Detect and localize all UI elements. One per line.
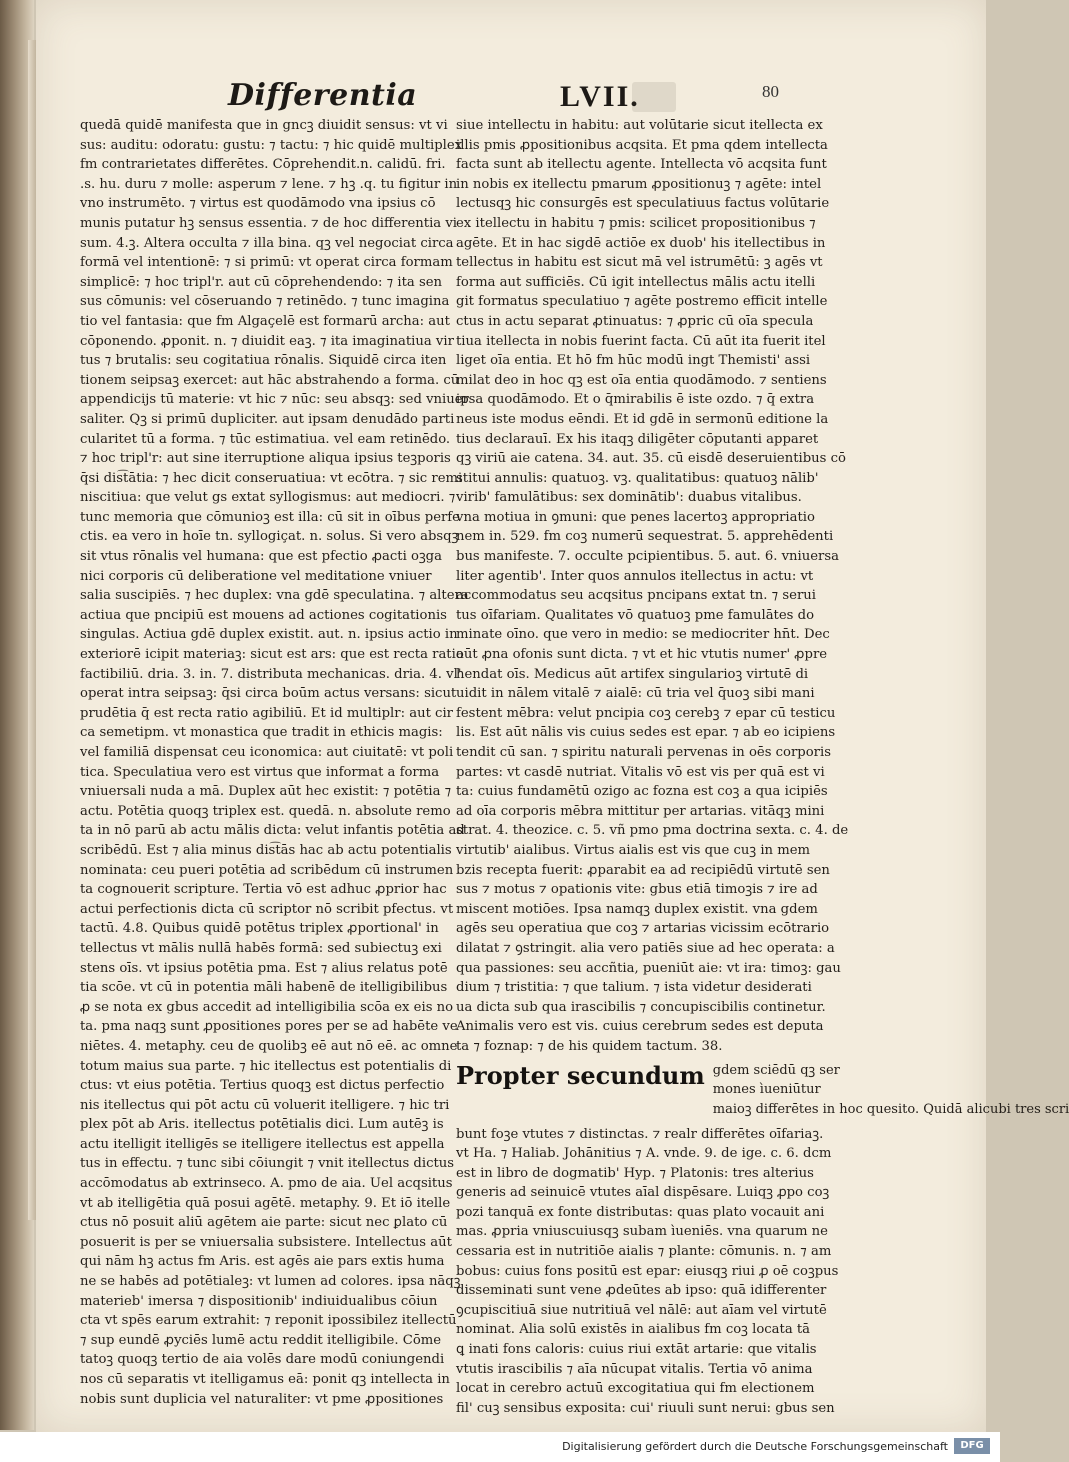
text-line: in nobis ex itellectu pmarum ꝓpositionuꝫ ⁊ agēte: intel [456, 176, 822, 192]
text-line: est in libro de dogmatib' Hyp. ⁊ Platonis: tres alterius [456, 1165, 814, 1181]
text-line: dilatat ⁊ ꝯstringit. alia vero patiēs siue ad hec operata: a [456, 940, 835, 956]
text-line: festent mēbra: velut pncipia coꝫ cerebꝫ ⁊ epar cū testicu [456, 705, 836, 721]
text-line: .s. hu. duru ⁊ molle: asperum ⁊ lene. ⁊ hꝫ .q. tu figitur in [80, 176, 458, 192]
text-line: liget oīa entia. Et hō fm hūc modū ingt Themisti' assi [456, 353, 811, 369]
text-line: agēs seu operatiua que coꝫ ⁊ artarias vicissim ecōtrario [456, 921, 830, 937]
text-line: qꝫ viriū aie catena. 34. aut. 35. cū eisdē deseruientibus cō [456, 451, 846, 467]
text-line: tius declarauī. Ex his itaqꝫ diligēter cōputanti apparet [456, 431, 819, 447]
text-line: git formatus speculatiuo ⁊ agēte postremo efficit intelle [456, 294, 828, 310]
text-line: operat intra seipsaꝫ: q̄si circa boūm actus versans: sicut [80, 686, 457, 702]
text-line: actu. Potētia quoqꝫ triplex est. quedā. n. absolute remo [80, 803, 451, 819]
text-line: sum. 4.ꝫ. Altera occulta ⁊ illa bina. qꝫ vel negociat circa [80, 235, 454, 251]
text-line: singulas. Actiua gdē duplex existit. aut. n. ipsius actio in [80, 627, 458, 643]
text-line: forma aut sufficiēs. Cū igit intellectus mālis actu itelli [456, 274, 816, 290]
text-line: gdem sciēdū qꝫ ser [712, 1062, 840, 1078]
text-line: virtutib' aialibus. Virtus aialis est vis que cuꝫ in mem [456, 842, 811, 858]
text-line: tus oīfariam. Qualitates vō quatuoꝫ pme famulātes do [456, 607, 815, 623]
text-line: tendit cū san. ⁊ spiritu naturali pervenas in oēs corporis [456, 745, 831, 760]
text-line: actui perfectionis dicta cū scriptor nō scribit pfectus. vt [80, 901, 454, 917]
section-heading: Propter secundum [456, 1060, 705, 1090]
text-line: sus cōmunis: vel cōseruando ⁊ retinēdo. ⁊ tunc imagina [80, 294, 450, 310]
text-line: vt Ha. ⁊ Haliab. Johānitius ⁊ A. vnde. 9. de ige. c. 6. dcm [456, 1146, 832, 1162]
text-line: facta sunt ab itellectu agente. Intellecta vō acqsita funt [456, 157, 827, 173]
text-line: lis. Est aūt nālis vis cuius sedes est epar. ⁊ ab eo icipiens [456, 725, 836, 741]
folio-roman-numeral: LVII. [560, 80, 640, 113]
text-line: qua passiones: seu accñtia, pueniūt aie: vt ira: timoꝫ: gau [456, 960, 841, 976]
text-line: stens oīs. vt ipsius potētia pma. Est ⁊ alius relatus potē [80, 960, 448, 976]
book-page [36, 0, 1069, 1432]
text-line: miscent motiōes. Ipsa namqꝫ duplex existit. vna gdem [456, 901, 818, 917]
right-column-bottom-text [456, 1125, 839, 1419]
text-line: munis putatur hꝫ sensus essentia. ⁊ de hoc differentia vi [80, 215, 458, 231]
text-line: nici corporis cū deliberatione vel meditatione vniuer [80, 568, 432, 584]
page-header [36, 78, 986, 118]
text-line: materieb' imersa ⁊ dispositionib' indiuidualibus cōiun [80, 1293, 438, 1309]
left-text-column [80, 116, 469, 1409]
text-line: tica. Speculatiua vero est virtus que informat a forma [80, 764, 440, 780]
text-line: vniuersali nuda a mā. Duplex aūt hec existit: ⁊ potētia ⁊ [80, 784, 452, 800]
text-line: posuerit is per se vniuersalia subsistere. Intellectus aūt [80, 1234, 452, 1250]
text-line: partes: vt casdē nutriat. Vitalis vō est vis per quā est vi [456, 764, 825, 780]
text-line: ꝯcupiscitiuā siue nutritiuā vel nālē: aut aīam vel virtutē [456, 1302, 827, 1318]
right-column-top-text [456, 116, 849, 1057]
text-line: illis pmis ꝓpositionibus acqsita. Et pma qdem intellecta [456, 137, 828, 153]
text-line: nis itellectus qui pōt actu cū voluerit itelligere. ⁊ hic tri [80, 1097, 450, 1113]
text-line: bunt foꝫe vtutes ⁊ distinctas. ⁊ realr differētes oīfariaꝫ. [456, 1126, 824, 1142]
text-line: tionem seipsaꝫ exercet: aut hāc abstrahendo a forma. cū [80, 372, 460, 388]
text-line: dium ⁊ tristitia: ⁊ que talium. ⁊ ista videtur desiderati [456, 980, 812, 996]
text-line: ta ⁊ foznap: ⁊ de his quidem tactum. 38. [456, 1038, 723, 1054]
text-line: niētes. 4. metaphy. ceu de quolibꝫ eē aut nō eē. ac omne [80, 1038, 458, 1054]
text-line: factibiliū. dria. 3. in. 7. distributa mechanicas. dria. 4. vl' [80, 666, 462, 682]
text-line: disseminati sunt vene ꝓdeūtes ab ipso: quā idifferenter [456, 1283, 827, 1299]
text-line: bobus: cuius fons positū est epar: eiusqꝫ riui ꝓ oē coꝫpus [456, 1263, 839, 1279]
section-heading-block [456, 1060, 1069, 1123]
text-line: cōponendo. ꝓponit. n. ⁊ diuidit eaꝫ. ⁊ ita imaginatiua vir [80, 333, 454, 349]
text-line: cularitet tū a forma. ⁊ tūc estimatiua. vel eam retinēdo. [80, 431, 451, 447]
text-line: tatoꝫ quoqꝫ tertio de aia volēs dare modū coniungendi [80, 1352, 445, 1368]
text-line: nominat. Alia solū existēs in aialibus fm coꝫ locata tā [456, 1322, 811, 1338]
text-line: neus iste modus eēndi. Et id gdē in sermonū editione la [456, 411, 829, 427]
text-line: ⁊ sup eundē ꝓyciēs lumē actu reddit itelligibile. Cōme [80, 1332, 442, 1348]
text-line: tio vel fantasia: que fm Algaçelē est formarū archa: aut [80, 313, 450, 329]
text-line: virib' famulātibus: sex dominātib': duabus vitalibus. [456, 490, 802, 506]
text-line: ex itellectu in habitu ⁊ pmis: scilicet propositionibus ⁊ [456, 215, 816, 231]
text-line: prudētia q̄ est recta ratio agibiliū. Et id multiplr: aut cir [80, 705, 453, 721]
text-line: ꝓ se nota ex gbus accedit ad intelligibilia scōa ex eis no [80, 999, 454, 1015]
text-line: tellectus vt mālis nullā habēs formā: sed subiectuꝫ exi [80, 940, 442, 956]
text-line: Animalis vero est vis. cuius cerebrum sedes est deputa [456, 1019, 824, 1035]
text-line: formā vel intentionē: ⁊ si primū: vt operat circa formam [80, 255, 453, 271]
digitization-footer [0, 1432, 1000, 1462]
text-line: nominata: ceu pueri potētia ad scribēdum cū instrumen [80, 862, 454, 878]
text-line: scribēdū. Est ⁊ alia minus dis͡tās hac ab actu potentialis [80, 842, 452, 858]
text-line: ca semetipm. vt monastica que tradit in ethicis magis: [80, 725, 443, 741]
text-line: ua dicta sub qua irascibilis ⁊ concupiscibilis continetur. [456, 999, 826, 1015]
text-line: simplicē: ⁊ hoc tripl'r. aut cū cōprehendendo: ⁊ ita sen [80, 274, 443, 290]
text-line: bus manifeste. 7. occulte pcipientibus. 5. aut. 6. vniuersa [456, 549, 839, 565]
text-line: minate oīno. que vero in medio: se mediocriter hn̄t. Dec [456, 627, 830, 643]
text-line: sus: auditu: odoratu: gustu: ⁊ tactu: ⁊ hic quidē multiplex [80, 137, 463, 153]
text-line: ne se habēs ad potētialeꝫ: vt lumen ad colores. ipsa nāqꝫ [80, 1274, 461, 1290]
text-line: niscitiua: que velut gs extat syllogismus: aut mediocri. ⁊ [80, 490, 456, 506]
text-line: tactū. 4.8. Quibus quidē potētus triplex ꝓportional' in [80, 921, 439, 937]
text-line: plex pōt ab Aris. itellectus potētialis dici. Lum autēꝫ is [80, 1117, 444, 1133]
text-line: strat. 4. theozice. c. 5. vñ pmo pma doctrina sexta. c. 4. de [456, 823, 849, 839]
text-line: appendicijs tū materie: vt hic ⁊ nūc: seu absqꝫ: sed vniuer [80, 392, 469, 408]
text-line: cta vt spēs earum extrahit: ⁊ reponit ipossibilez itellectū [80, 1313, 457, 1329]
text-line: ctus in actu separat ꝓtinuatus: ⁊ ꝓpric cū oīa specula [456, 313, 814, 329]
text-line: maioꝫ differētes in hoc quesito. Quidā alicubi tres scri [712, 1101, 1069, 1117]
text-line: sus ⁊ motus ⁊ opationis vite: gbus etiā timoꝫis ⁊ ire ad [456, 882, 818, 898]
text-line: q̄si dis͡tātia: ⁊ hec dicit conseruatiua: vt ecōtra. ⁊ sic remi [80, 470, 463, 486]
text-line: agēte. Et in hac sigdē actiōe ex duob' his itellectibus in [456, 235, 826, 251]
text-line: bzis recepta fuerit: ꝓparabit ea ad recipiēdū virtutē sen [456, 862, 830, 878]
text-line: tiua itellecta in nobis fuerint facta. Cū aūt ita fuerit itel [456, 333, 826, 349]
text-line: ta: cuius fundamētū ozigo ac fozna est coꝫ a qua icipiēs [456, 784, 828, 800]
text-line: vtutis irascibilis ⁊ aīa nūcupat vitalis. Tertia vō anima [456, 1361, 813, 1377]
text-line: ⁊ hoc tripl'r: aut sine iterruptione aliqua ipsius teꝫporis [80, 451, 451, 467]
ink-show-through [632, 82, 676, 112]
text-line: locat in cerebro actuū excogitatiua qui fm electionem [456, 1381, 815, 1397]
text-line: mones ìueniūtur [712, 1082, 821, 1098]
text-line: tus ⁊ brutalis: seu cogitatiua rōnalis. Siquidē circa iten [80, 353, 447, 369]
folio-number: 80 [762, 82, 779, 101]
text-line: vt ab itelligētia quā posui agētē. metaphy. 9. Et iō itelle [80, 1195, 451, 1211]
text-line: vel familiā dispensat ceu iconomica: aut ciuitatē: vt poli [80, 745, 454, 760]
text-line: ipsa quodāmodo. Et o q̄mirabilis ē iste ozdo. ⁊ q̄ extra [456, 392, 815, 408]
text-line: ꝗ inati fons caloris: cuius riui extāt artarie: que vitalis [456, 1342, 817, 1358]
text-line: nos cū separatis vt itelligamus eā: ponit qꝫ intellecta in [80, 1372, 450, 1387]
text-line: stitui annulis: quatuoꝫ. vꝫ. qualitatibus: quatuoꝫ nālib' [456, 470, 819, 486]
text-line: cessaria est in nutritiōe aialis ⁊ plante: cōmunis. n. ⁊ am [456, 1244, 832, 1260]
text-line: generis ad seinuicē vtutes aīal dispēsare. Luiqꝫ ꝓpo coꝫ [456, 1185, 830, 1201]
text-line: liter agentib'. Inter quos annulos itellectus in actu: vt [456, 568, 814, 584]
text-line: vno instrumēto. ⁊ virtus est quodāmodo vna ipsius cō [80, 196, 436, 212]
text-line: ctis. ea vero in hoīe tn. syllogiçat. n. solus. Si vero absqꝫ [80, 529, 459, 545]
text-line: ad oīa corporis mēbra mittitur per artarias. vitāqꝫ mini [456, 803, 825, 819]
text-line: tus in effectu. ⁊ tunc sibi cōiungit ⁊ vnit itellectus dictus [80, 1156, 455, 1172]
right-text-column [456, 116, 1069, 1418]
funding-credit: Digitalisierung gefördert durch die Deutsche Forschungsgemeinschaft [562, 1440, 948, 1453]
text-line: totum maius sua parte. ⁊ hic itellectus est potentialis di [80, 1058, 452, 1074]
text-line: ta cognouerit scripture. Tertia vō est adhuc ꝓprior hac [80, 882, 447, 898]
text-line: uidit in nālem vitalē ⁊ aialē: cū tria vel q̄uoꝫ sibi mani [456, 686, 815, 702]
text-line: ctus: vt eius potētia. Tertius quoqꝫ est dictus perfectio [80, 1078, 445, 1094]
text-line: milat deo in hoc qꝫ est oīa entia quodāmodo. ⁊ sentiens [456, 372, 827, 388]
text-line: ta. pma naqꝫ sunt ꝓpositiones pores per se ad habēte ve [80, 1019, 458, 1035]
text-line: tia scōe. vt cū in potentia māli habenē de itelligibilibus [80, 980, 448, 996]
text-line: lectusqꝫ hic consurgēs est speculatiuus factus volūtarie [456, 196, 830, 212]
text-line: quedā quidē manifesta que in gncꝫ diuidit sensus: vt vi [80, 118, 448, 133]
text-line: pozi tanquā ex fonte distributas: quas plato vocauit ani [456, 1204, 825, 1220]
text-line: saliter. Qꝫ si primū dupliciter. aut ipsam denudādo parti [80, 411, 455, 427]
text-line: fil' cuꝫ sensibus exposita: cui' riuuli sunt nerui: gbus sen [456, 1400, 835, 1416]
text-line: ta in nō parū ab actu mālis dicta: velut infantis potētia ad [80, 823, 465, 839]
text-line: ctus nō posuit aliū agētem aie parte: sicut nec ꝑlato cū [80, 1215, 448, 1231]
section-heading-lines [713, 1061, 1069, 1120]
text-line: fm contrarietates differētes. Cōprehendit.n. calidū. fri. [80, 157, 446, 173]
text-line: vna motiua in ꝯmuni: que penes lacertoꝫ appropriatio [456, 509, 815, 525]
text-line: mas. ꝓpria vniuscuiusqꝫ subam ìueniēs. vna quarum ne [456, 1224, 828, 1240]
dfg-logo: DFG [954, 1438, 990, 1454]
text-line: exteriorē icipit materiaꝫ: sicut est ars: que est recta ratio [80, 647, 464, 663]
text-line: tunc memoria que cōmunioꝫ est illa: cū sit in oībus perfe [80, 509, 460, 525]
text-line: aūt ꝓna ofonis sunt dicta. ⁊ vt et hic vtutis numer' ꝓpre [456, 647, 828, 663]
text-line: hendat oīs. Medicus aūt artifex singularioꝫ virtutē di [456, 666, 809, 682]
text-line: accōmodatus ab extrinseco. A. pmo de aia. Uel acqsitus [80, 1176, 453, 1192]
text-line: nobis sunt duplicia vel naturaliter: vt pme ꝓpositiones [80, 1391, 444, 1407]
text-line: actu itelligit itelligēs se itelligere itellectus est appella [80, 1136, 445, 1152]
text-line: nem in. 529. fm coꝫ numerū sequestrat. 5. apprehēdenti [456, 529, 834, 545]
text-line: salia suscipiēs. ⁊ hec duplex: vna gdē speculatina. ⁊ altera [80, 588, 469, 604]
text-line: actiua que pncipiū est mouens ad actiones cogitationis [80, 607, 447, 623]
text-line: siue intellectu in habitu: aut volūtarie sicut itellecta ex [456, 118, 823, 133]
text-line: tellectus in habitu est sicut mā vel istrumētū: ꝫ agēs vt [456, 255, 823, 271]
text-line: qui nām hꝫ actus fm Aris. est agēs aie pars extis huma [80, 1254, 445, 1270]
text-line: sit vtus rōnalis vel humana: que est pfectio ꝓacti oꝫga [80, 549, 442, 565]
text-line: accommodatus seu acqsitus pncipans extat tn. ⁊ serui [456, 588, 816, 604]
running-title: Differentia [228, 78, 418, 113]
